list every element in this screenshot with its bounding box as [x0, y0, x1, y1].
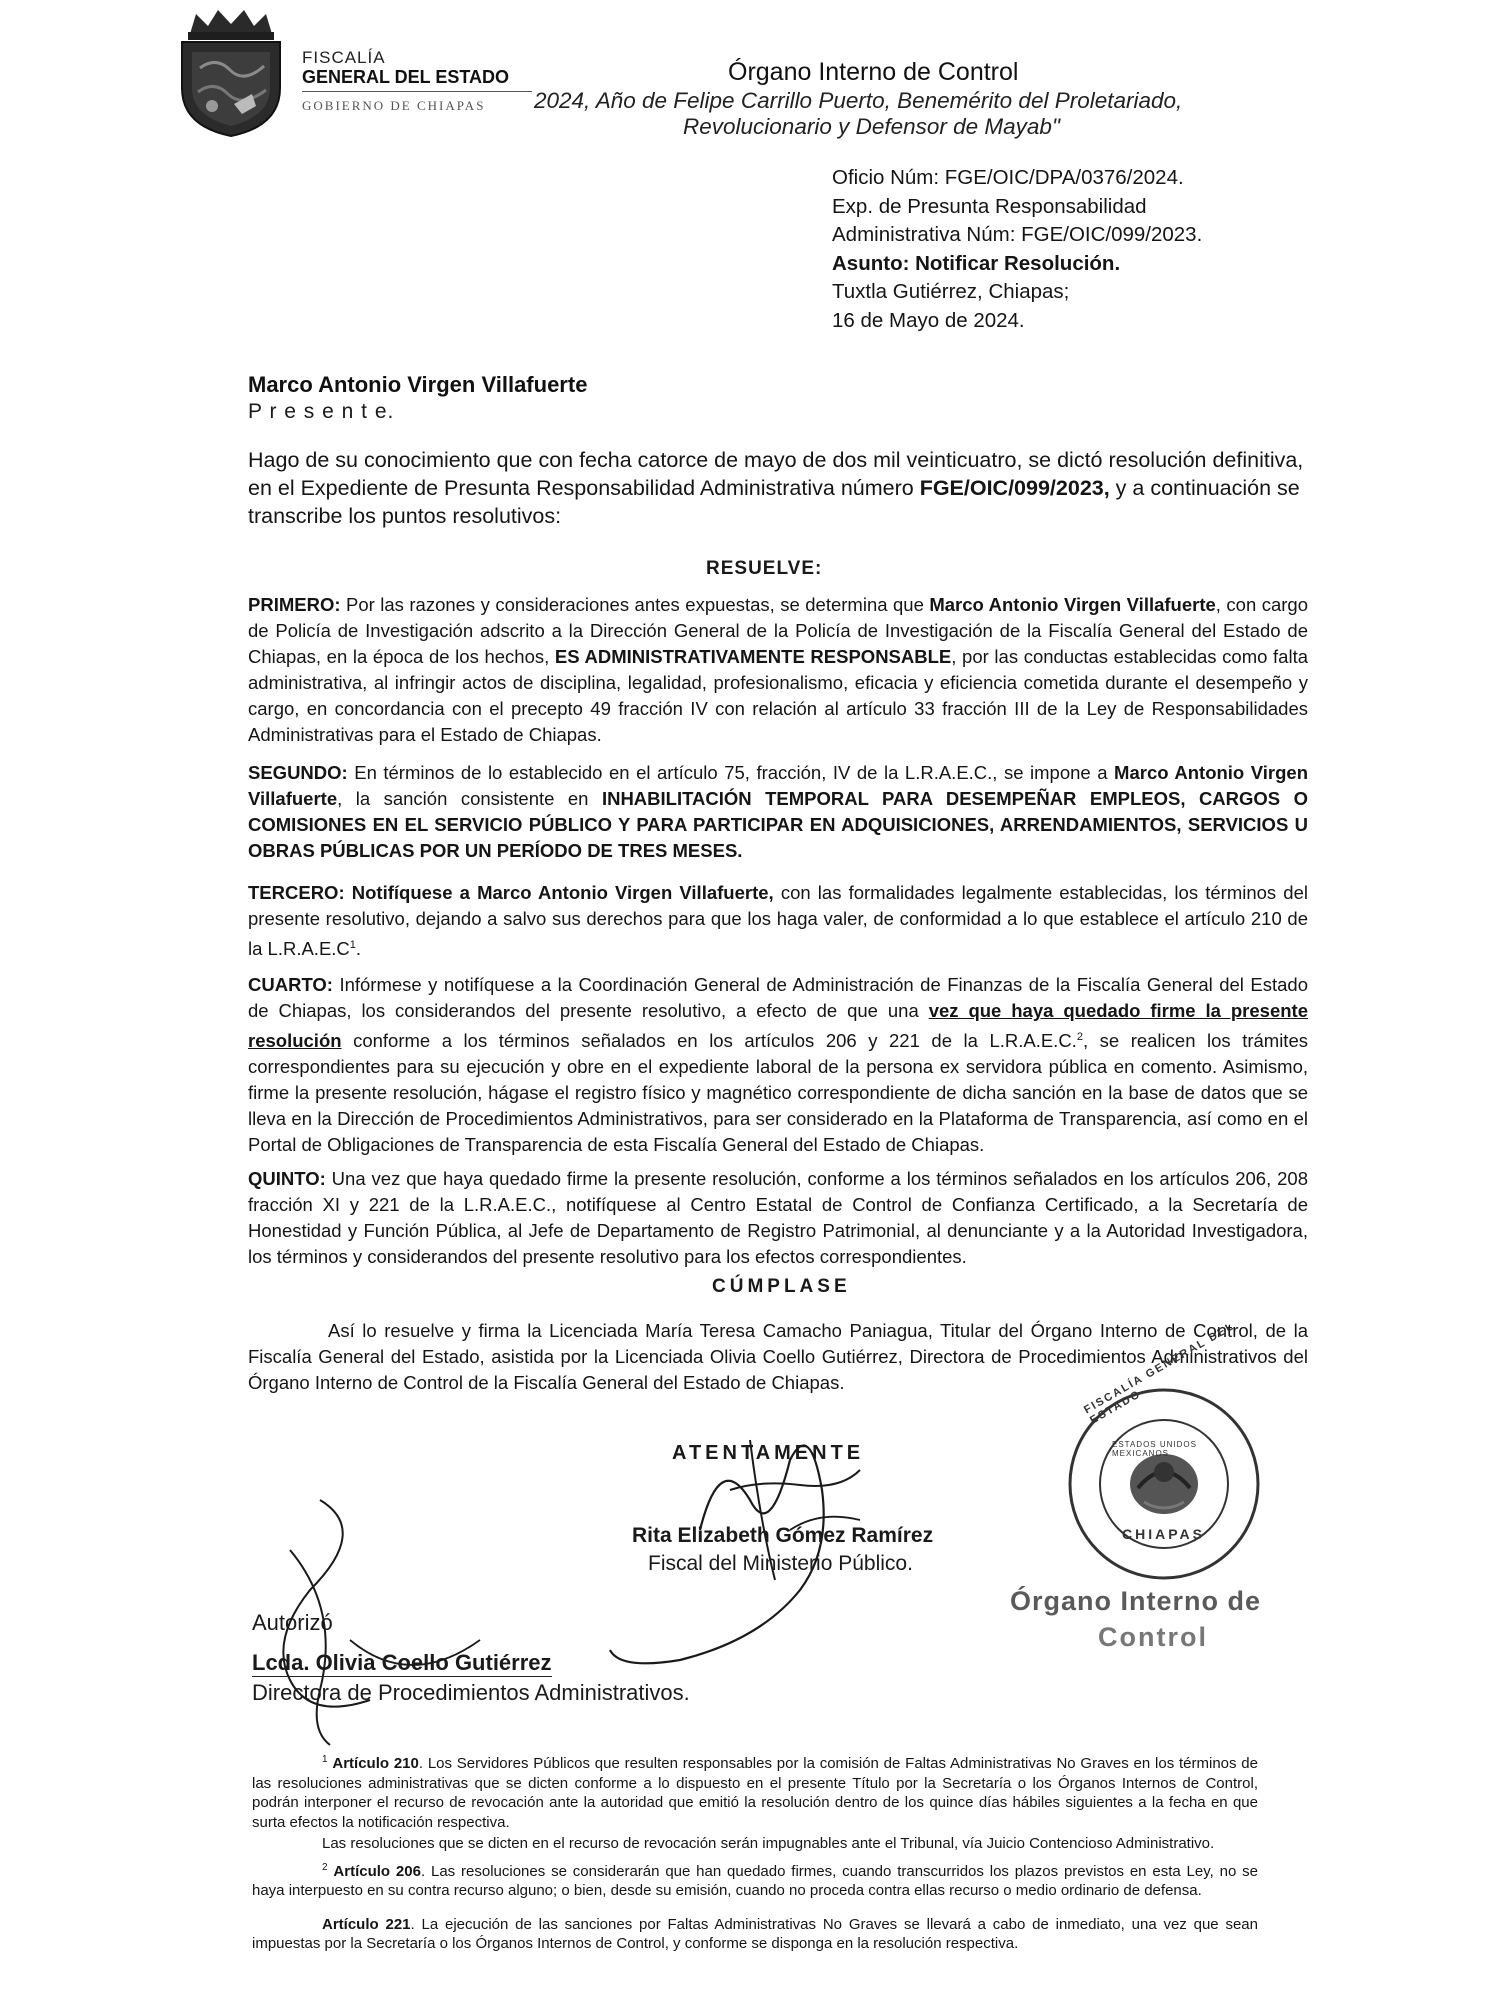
footnote-2-number: 2: [322, 1861, 328, 1873]
segundo-label: SEGUNDO:: [248, 762, 348, 783]
footnote-1-paragraph-2: Las resoluciones que se dicten en el recurso de revocación serán impugnables ante el Tribunal, vía Juicio Contencioso Administrativo.: [322, 1835, 1215, 1852]
primero-name: Marco Antonio Virgen Villafuerte: [929, 594, 1216, 615]
expediente-line-1: Exp. de Presunta Responsabilidad: [832, 194, 1147, 218]
footnote-1-label: Artículo 210: [332, 1755, 419, 1772]
footnote-1-number: 1: [322, 1754, 328, 1765]
cuarto-footnote-ref: 2: [1076, 1031, 1083, 1043]
footnote-3-label: Artículo 221: [322, 1915, 411, 1933]
coat-of-arms-logo: [172, 8, 290, 138]
expediente-line-2: Administrativa Núm: FGE/OIC/099/2023.: [832, 223, 1203, 246]
segundo-text-2: , la sanción consistente en: [337, 788, 602, 809]
atentamente: ATENTAMENTE: [672, 1442, 865, 1464]
footnote-3: [252, 1915, 1258, 1954]
primero-bold: ES ADMINISTRATIVAMENTE RESPONSABLE: [554, 646, 952, 667]
primero-text-2: , con cargo de Policía de Investigación adscrito a la Dirección General de la Policía de Investigación de la Fiscalía General del Estado de Chiapas, en la época de los hechos,: [248, 594, 1308, 667]
cuarto-text-3: , se realicen los trámites correspondientes para su ejecución y obre en el expediente laboral de la persona ex servidora pública en comento. Asimismo, firme la presente resolución, hágase el registro físico y magnético correspondiente de dicha sanción en la base de datos que se lleva en la Dirección de Procedimientos Administrativos, para ser considerado en la Plataforma de Transparencia, así como en el Portal de Obligaciones de Transparencia de esta Fiscalía General del Estado de Chiapas.: [248, 1030, 1308, 1156]
footnote-2: [252, 1858, 1258, 1901]
office-title: Órgano Interno de Control: [728, 58, 1019, 86]
cuarto-underline: vez que haya quedado firme la presente resolución: [248, 1000, 1308, 1052]
fecha: 16 de Mayo de 2024.: [832, 308, 1025, 332]
seal-ring-text: FISCALÍA GENERAL DEL ESTADO: [1082, 1320, 1237, 1427]
intro-expediente: FGE/OIC/099/2023,: [919, 476, 1110, 500]
cuarto-text-2: conforme a los términos señalados en los artículos 206 y 221 de la L.R.A.E.C.: [341, 1030, 1077, 1052]
segundo-name: Marco Antonio Virgen Villafuerte: [248, 762, 1308, 809]
intro-paragraph: [248, 446, 1308, 530]
signatory-name: Rita Elizabeth Gómez Ramírez: [632, 1524, 934, 1547]
lugar: Tuxtla Gutiérrez, Chiapas;: [832, 280, 1070, 303]
cuarto-text-1: Infórmese y notifíquese a la Coordinación General de Administración de Finanzas de la Fiscalía General del Estado de Chiapas, los considerandos del presente resolutivo, a efecto de que una: [248, 974, 1308, 1021]
footnote-2-label: Artículo 206: [333, 1862, 421, 1880]
footnotes: [252, 1750, 1258, 1954]
asunto: Asunto: Notificar Resolución.: [832, 251, 1121, 275]
primero-text-3: , por las conductas establecidas como falta administrativa, al infringir actos de disciplina, legalidad, profesionalismo, eficacia y eficiencia cometida durante el desempeño y cargo, en concordancia con el precepto 49 fracción IV con relación al artículo 33 fracción III de la Ley de Responsabilidades Administrativas para el Estado de Chiapas.: [248, 646, 1309, 745]
motto-line-1: 2024, Año de Felipe Carrillo Puerto, Benemérito del Proletariado,: [534, 88, 1183, 113]
quinto-label: QUINTO:: [248, 1168, 326, 1189]
resolutivo-segundo: [248, 760, 1308, 864]
cumplase-heading: CÚMPLASE: [712, 1276, 851, 1297]
oficio-block: [832, 164, 1252, 335]
resolutivo-quinto: [248, 1166, 1308, 1270]
seal-bottom-text: CHIAPAS: [1122, 1526, 1205, 1542]
tercero-text-2: .: [355, 938, 362, 960]
agency-line-2: GENERAL DEL ESTADO: [302, 67, 510, 87]
authorizer-title: Directora de Procedimientos Administrativos.: [252, 1680, 690, 1705]
closing-paragraph: Así lo resuelve y firma la Licenciada María Teresa Camacho Paniagua, Titular del Órgano Interno de Control, de la Fiscalía General del Estado, asistida por la Licenciada Olivia Coello Gutiérrez, Directora de Procedimientos Administrativos del Órgano Interno de Control de la Fiscalía General del Estado de Chiapas.: [248, 1320, 1308, 1393]
footnote-2-text: . Las resoluciones se considerarán que han quedado firmes, cuando transcurridos los plazos previstos en esta Ley, no se haya interpuesto en su contra recurso alguno; o bien, desde su emisión, cuando no proceda contra ellas recurso o medio ordinario de defensa.: [252, 1862, 1259, 1899]
tercero-label: TERCERO: Notifíquese a Marco Antonio Virgen Villafuerte,: [248, 882, 774, 903]
seal-caption-2: Control: [1098, 1622, 1208, 1652]
tercero-footnote-ref: 1: [349, 939, 356, 951]
motto-line-2: Revolucionario y Defensor de Mayab": [683, 114, 1060, 139]
footnote-3-text: . La ejecución de las sanciones por Faltas Administrativas No Graves se llevará a cabo de inmediato, una vez que sean impuestas por la Secretaría o los Órganos Internos de Control, y conforme se disponga en la resolución respectiva.: [252, 1915, 1258, 1952]
resuelve-heading: RESUELVE:: [706, 558, 823, 579]
intro-text-a: Hago de su conocimiento que con fecha catorce de mayo de dos mil veinticuatro, se dictó resolución definitiva, en el Expediente de Presunta Responsabilidad Administrativa número: [248, 448, 1304, 500]
agency-line-1: FISCALÍA: [302, 48, 386, 67]
recipient-presente: P r e s e n t e.: [248, 400, 395, 423]
resolutivo-tercero: [248, 880, 1308, 962]
intro-text-b: y a continuación se transcribe los puntos resolutivos:: [248, 476, 1300, 528]
agency-line-3: GOBIERNO DE CHIAPAS: [302, 98, 486, 113]
quinto-text-1: Una vez que haya quedado firme la presente resolución, conforme a los términos señalados en los artículos 206, 208 fracción XI y 221 de la L.R.A.E.C., notifíquese al Centro Estatal de Control de Confianza Certificado, a la Secretaría de Honestidad y Función Pública, al Jefe de Departamento de Registro Patrimonial, al denunciante y a la Autoridad Investigadora, los términos y considerandos del presente resolutivo para los efectos correspondientes.: [248, 1168, 1308, 1267]
authorizer-label: Autorizó: [252, 1610, 333, 1635]
segundo-bold: INHABILITACIÓN TEMPORAL PARA DESEMPEÑAR EMPLEOS, CARGOS O COMISIONES EN EL SERVICIO PÚBLICO Y PARA PARTICIPAR EN ADQUISICIONES, ARRENDAMIENTOS, SERVICIOS U OBRAS PÚBLICAS POR UN PERÍODO DE TRES MESES.: [248, 788, 1308, 861]
cuarto-label: CUARTO:: [248, 974, 333, 995]
footnote-1: [252, 1750, 1258, 1832]
seal-inner-text: ESTADOS UNIDOS MEXICANOS: [1112, 1440, 1197, 1458]
primero-label: PRIMERO:: [248, 594, 341, 615]
resolutivo-cuarto: [248, 972, 1308, 1158]
oficio-number: Oficio Núm: FGE/OIC/DPA/0376/2024.: [832, 166, 1184, 189]
seal-caption-1: Órgano Interno de: [1010, 1586, 1262, 1616]
recipient-name: Marco Antonio Virgen Villafuerte: [248, 372, 588, 397]
primero-text-1: Por las razones y consideraciones antes expuestas, se determina que: [340, 594, 930, 615]
tercero-text-1: con las formalidades legalmente establecidas, los términos del presente resolutivo, dejando a salvo sus derechos para que los haga valer, de conformidad a lo que establece el artículo 210 de la L.R.A.E.C: [248, 882, 1308, 960]
segundo-text-1: En términos de lo establecido en el artículo 75, fracción, IV de la L.R.A.E.C., se impone a: [347, 762, 1115, 783]
header-rule: [302, 91, 532, 92]
signatory-title: Fiscal del Ministerio Público.: [648, 1552, 913, 1575]
footnote-1-text: . Los Servidores Públicos que resulten responsables por la comisión de Faltas Administrativas No Graves en los términos de las resoluciones administrativas que se dicten conforme a lo dispuesto en el presente Título por la Secretaría o los Órganos Internos de Control, podrán interponer el recurso de revocación ante la autoridad que emitió la resolución dentro de los quince días hábiles siguientes a la fecha en que surta efectos la notificación respectiva.: [252, 1755, 1258, 1831]
resolutivo-primero: [248, 592, 1308, 748]
authorizer-name: Lcda. Olivia Coello Gutiérrez: [252, 1650, 552, 1675]
